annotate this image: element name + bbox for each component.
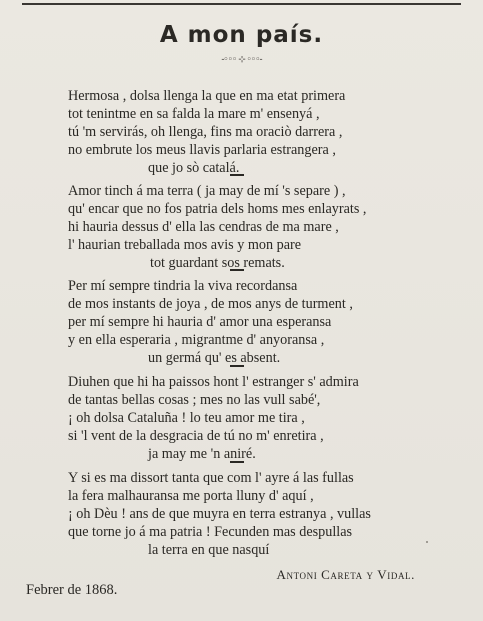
- verse-line: un germá qu' es absent.: [148, 350, 281, 366]
- verse-line: de mos instants de joya , de mos anys de turment ,: [68, 296, 353, 312]
- verse-line: si 'l vent de la desgracia de tú no m' enretira ,: [68, 428, 324, 444]
- stanza-divider: [230, 269, 244, 271]
- verse-line: hi hauria dessus d' ella las cendras de ma mare ,: [68, 219, 339, 235]
- stanza-divider: [230, 461, 244, 463]
- verse-line: ¡ oh dolsa Cataluña ! lo teu amor me tira ,: [68, 410, 305, 426]
- stanza-divider: [230, 174, 244, 176]
- verse-line: Hermosa , dolsa llenga la que en ma etat primera: [68, 88, 346, 104]
- verse-line: la terra en que nasquí: [148, 542, 270, 558]
- verse-line: ja may me 'n aniré.: [148, 446, 256, 462]
- stanza-5: [68, 469, 468, 559]
- verse-line: per mí sempre hi hauria d' amor una esperansa: [68, 314, 332, 330]
- verse-line: tot tenintme en sa falda la mare m' ensenyá ,: [68, 106, 320, 122]
- ornament-flourish: -◦◦◦ ⊹ ◦◦◦-: [221, 55, 262, 65]
- verse-line: tot guardant sos remats.: [150, 255, 285, 271]
- stanza-3: [68, 277, 468, 367]
- verse-line: qu' encar que no fos patria dels homs mes enlayrats ,: [68, 201, 367, 217]
- verse-line: ¡ oh Dèu ! ans de que muyra en terra estranya , vullas: [68, 506, 371, 522]
- verse-line: que torne jo á ma patria ! Fecunden mas despullas: [68, 524, 353, 540]
- stanza-2: [68, 182, 468, 272]
- verse-line: Per mí sempre tindria la viva recordansa: [68, 278, 298, 294]
- stanza-divider: [230, 365, 244, 367]
- poem-date: Febrer de 1868.: [26, 582, 118, 598]
- verse-line: Y si es ma dissort tanta que com l' ayre á las fullas: [68, 470, 354, 486]
- verse-line: de tantas bellas cosas ; mes no las vull sabé',: [68, 392, 321, 408]
- verse-line: no embrute los meus llavis parlaria estrangera ,: [68, 142, 336, 158]
- stanza-4: [68, 373, 468, 463]
- author-signature: Antoni Careta y Vidal.: [276, 567, 415, 582]
- stanza-1: [68, 87, 468, 177]
- verse-line: Amor tinch á ma terra ( ja may de mí 's separe ) ,: [68, 183, 346, 199]
- verse-line: la fera malhauransa me porta lluny d' aquí ,: [68, 488, 314, 504]
- verse-line: l' haurian treballada mos avis y mon pare: [68, 237, 302, 253]
- verse-line: Diuhen que hi ha paissos hont l' estranger s' admira: [68, 374, 359, 390]
- verse-line: tú 'm servirás, oh llenga, fins ma oraciò darrera ,: [68, 124, 343, 140]
- verse-line: y en ella esperaria , migrantme d' anyoransa ,: [68, 332, 325, 348]
- poem-title: A mon país.: [159, 22, 324, 48]
- top-rule: [22, 3, 461, 5]
- paper-speck: [426, 541, 428, 543]
- verse-line: que jo sò catalá.: [148, 160, 240, 176]
